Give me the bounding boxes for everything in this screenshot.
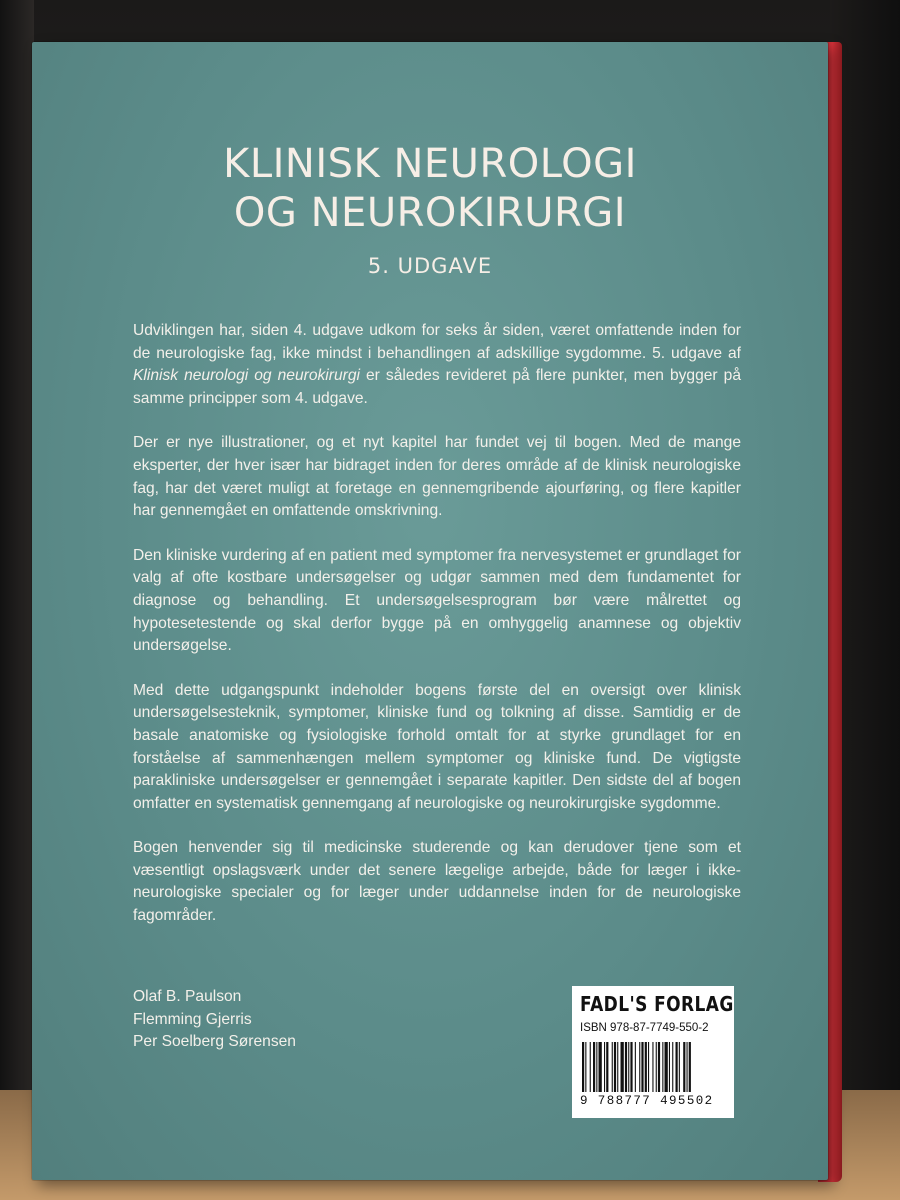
barcode-bar	[639, 1042, 640, 1092]
barcode-bar	[641, 1042, 643, 1092]
barcode-bar	[614, 1042, 616, 1092]
author-name: Flemming Gjerris	[133, 1010, 252, 1028]
barcode-icon	[582, 1042, 724, 1092]
barcode-bar	[676, 1042, 678, 1092]
barcode-bar	[612, 1042, 613, 1092]
barcode-bar	[652, 1042, 653, 1092]
barcode-bar	[596, 1042, 597, 1092]
blurb-paragraph-1	[133, 320, 741, 410]
blurb-paragraph-1-start: Udviklingen har, siden 4. udgave udkom for seks år siden, været omfattende inden for de neurologiske fag, ikke mindst i behandlingen af adskillige sygdomme. 5. udgave af	[133, 322, 741, 362]
isbn-number: ISBN 978-87-7749-550-2	[580, 1022, 709, 1034]
barcode-bar	[593, 1042, 595, 1092]
edition-label: 5. UDGAVE	[367, 254, 493, 278]
barcode-bar	[687, 1042, 688, 1092]
blurb-text	[133, 320, 741, 948]
barcode-bar	[679, 1042, 680, 1092]
barcode-bar	[645, 1042, 647, 1092]
barcode-bar	[648, 1042, 649, 1092]
barcode-bar	[689, 1042, 691, 1092]
blurb-paragraph-3: Den kliniske vurdering af en patient med symptomer fra nervesystemet er grundlaget for valg af ofte kostbare undersøgelser og udgør sammen med dem fundamentet for diagnose og behandling. Et undersøgelsesprogram bør være målrettet og hypotesetestende og skal derfor bygge på en omhyggelig anamnese og objektiv undersøgelse.	[133, 546, 741, 655]
barcode-bar	[658, 1042, 660, 1092]
publisher-name: FADL'S FORLAG	[580, 992, 734, 1016]
author-name: Olaf B. Paulson	[133, 988, 242, 1005]
barcode-digits: 9 788777 495502	[580, 1094, 714, 1108]
book-back-cover	[32, 42, 828, 1180]
barcode-bar	[625, 1042, 627, 1092]
barcode-bar	[599, 1042, 602, 1092]
blurb-book-title-italic: Klinisk neurologi og neurokirurgi	[133, 367, 360, 385]
blurb-paragraph-2: Der er nye illustrationer, og et nyt kapitel har fundet vej til bogen. Med de mange eksperter, der hver især har bidraget inden for deres område af de klinisk neurologiske fag, har det været muligt at foretage en gennemgribende ajourføring, og flere kapitler har gennemgået en omfattende omskrivning.	[133, 434, 741, 520]
isbn-barcode-box	[572, 986, 734, 1118]
barcode-bar	[630, 1042, 632, 1092]
barcode-bar	[665, 1042, 668, 1092]
barcode-bar	[617, 1042, 618, 1092]
barcode-bar	[628, 1042, 629, 1092]
book-title-line-2: OG NEUROKIRURGI	[233, 190, 627, 236]
shelf-left-background	[0, 0, 34, 1200]
barcode-bar	[590, 1042, 591, 1092]
author-list	[133, 986, 296, 1054]
barcode-bar	[635, 1042, 636, 1092]
barcode-bar	[669, 1042, 670, 1092]
barcode-bar	[621, 1042, 624, 1092]
blurb-paragraph-1-end: er således revideret på flere punkter, men bygger på samme principper som 4. udgave.	[133, 367, 741, 407]
barcode-bar	[585, 1042, 586, 1092]
barcode-bar	[606, 1042, 608, 1092]
barcode-bar	[604, 1042, 605, 1092]
barcode-bar	[582, 1042, 584, 1092]
barcode-bar	[662, 1042, 663, 1092]
barcode-bar	[683, 1042, 685, 1092]
blurb-paragraph-4: Med dette udgangspunkt indeholder bogens første del en oversigt over klinisk undersøgelsesteknik, symptomer, kliniske fund og tolkning af disse. Samtidig er de basale anatomiske og fysiologiske forhold omtalt for at styrke grundlaget for en forståelse af sammenhængen mellem symptomer og kliniske fund. De vigtigste parakliniske undersøgelser er gennemgået i separate kapitler. Den sidste del af bogen omfatter en systematisk gennemgang af neurologiske og neurokirurgiske sygdomme.	[133, 681, 741, 812]
author-name: Per Soelberg Sørensen	[133, 1033, 296, 1051]
blurb-paragraph-5: Bogen henvender sig til medicinske studerende og kan derudover tjene som et væsentligt opslagsværk under det senere lægelige arbejde, både for læger i ikke-neurologiske specialer og for læger under uddannelse inden for de neurologiske fagområder.	[133, 839, 741, 925]
barcode-bar	[672, 1042, 673, 1092]
book-title-line-1: KLINISK NEUROLOGI	[223, 141, 637, 187]
barcode-bar	[656, 1042, 657, 1092]
